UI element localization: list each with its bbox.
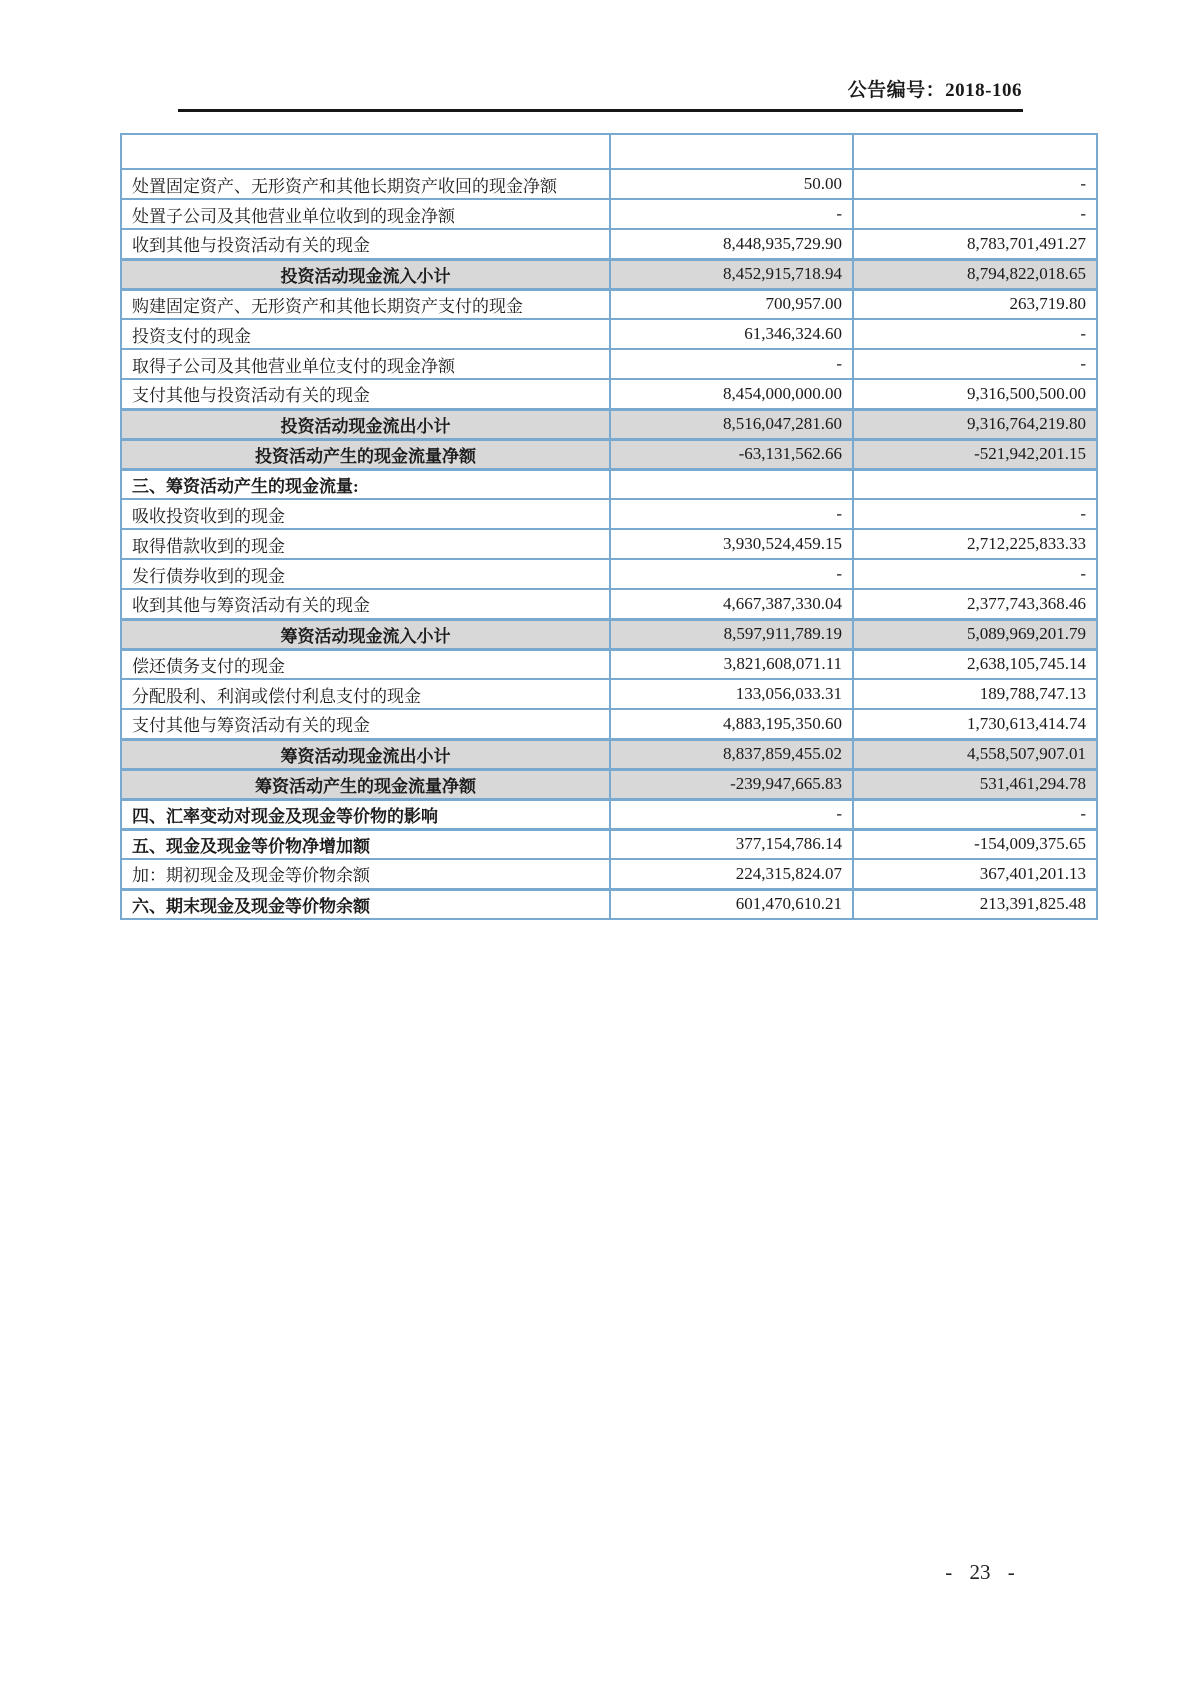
prior-period-value: - [853,499,1097,529]
table-row [121,169,1097,199]
row-label: 投资活动现金流入小计 [121,259,610,289]
row-label: 处置固定资产、无形资产和其他长期资产收回的现金净额 [121,169,610,199]
prior-period-value: - [853,559,1097,589]
table-row [121,589,1097,619]
prior-period-value: 8,783,701,491.27 [853,229,1097,259]
row-label: 发行债券收到的现金 [121,559,610,589]
current-period-value [610,469,853,499]
table-row [121,859,1097,889]
table-row [121,319,1097,349]
table-row [121,349,1097,379]
row-label: 取得借款收到的现金 [121,529,610,559]
prior-period-value [853,134,1097,169]
current-period-value: 8,452,915,718.94 [610,259,853,289]
current-period-value: - [610,799,853,829]
prior-period-value: - [853,799,1097,829]
current-period-value: -63,131,562.66 [610,439,853,469]
current-period-value: 4,667,387,330.04 [610,589,853,619]
current-period-value: 8,597,911,789.19 [610,619,853,649]
row-label: 收到其他与投资活动有关的现金 [121,229,610,259]
table-row [121,739,1097,769]
table-row [121,799,1097,829]
prior-period-value: 263,719.80 [853,289,1097,319]
table-row [121,499,1097,529]
prior-period-value: 5,089,969,201.79 [853,619,1097,649]
current-period-value: 377,154,786.14 [610,829,853,859]
prior-period-value: -154,009,375.65 [853,829,1097,859]
prior-period-value: 2,712,225,833.33 [853,529,1097,559]
row-label: 六、期末现金及现金等价物余额 [121,889,610,919]
table-row [121,709,1097,739]
row-label: 收到其他与筹资活动有关的现金 [121,589,610,619]
prior-period-value: 367,401,201.13 [853,859,1097,889]
current-period-value: - [610,499,853,529]
prior-period-value: 2,638,105,745.14 [853,649,1097,679]
table-row [121,889,1097,919]
table-row [121,619,1097,649]
row-label: 投资活动产生的现金流量净额 [121,439,610,469]
announcement-number: 公告编号：2018-106 [847,80,1022,101]
prior-period-value: -521,942,201.15 [853,439,1097,469]
table-row [121,649,1097,679]
row-label [121,134,610,169]
row-label: 筹资活动现金流入小计 [121,619,610,649]
prior-period-value [853,469,1097,499]
current-period-value: 8,448,935,729.90 [610,229,853,259]
current-period-value: 700,957.00 [610,289,853,319]
prior-period-value: 8,794,822,018.65 [853,259,1097,289]
table-row [121,559,1097,589]
prior-period-value: - [853,319,1097,349]
current-period-value: - [610,349,853,379]
row-label: 偿还债务支付的现金 [121,649,610,679]
current-period-value: 50.00 [610,169,853,199]
prior-period-value: 9,316,764,219.80 [853,409,1097,439]
current-period-value: 8,454,000,000.00 [610,379,853,409]
current-period-value: -239,947,665.83 [610,769,853,799]
current-period-value: 133,056,033.31 [610,679,853,709]
table-row [121,289,1097,319]
table-row [121,134,1097,169]
prior-period-value: - [853,169,1097,199]
current-period-value: - [610,559,853,589]
current-period-value: 8,837,859,455.02 [610,739,853,769]
page-number: - 23 - [945,1560,1015,1584]
prior-period-value: 1,730,613,414.74 [853,709,1097,739]
row-label: 取得子公司及其他营业单位支付的现金净额 [121,349,610,379]
prior-period-value: 531,461,294.78 [853,769,1097,799]
table-row [121,529,1097,559]
prior-period-value: 213,391,825.48 [853,889,1097,919]
current-period-value: 61,346,324.60 [610,319,853,349]
row-label: 投资活动现金流出小计 [121,409,610,439]
cash-flow-table [120,133,1098,920]
row-label: 处置子公司及其他营业单位收到的现金净额 [121,199,610,229]
row-label: 筹资活动产生的现金流量净额 [121,769,610,799]
table-row [121,259,1097,289]
current-period-value: 4,883,195,350.60 [610,709,853,739]
row-label: 分配股利、利润或偿付利息支付的现金 [121,679,610,709]
current-period-value: 601,470,610.21 [610,889,853,919]
prior-period-value: 2,377,743,368.46 [853,589,1097,619]
row-label: 支付其他与投资活动有关的现金 [121,379,610,409]
table-row [121,769,1097,799]
prior-period-value: 4,558,507,907.01 [853,739,1097,769]
row-label: 五、现金及现金等价物净增加额 [121,829,610,859]
prior-period-value: 9,316,500,500.00 [853,379,1097,409]
table-row [121,469,1097,499]
prior-period-value: - [853,349,1097,379]
row-label: 吸收投资收到的现金 [121,499,610,529]
row-label: 四、汇率变动对现金及现金等价物的影响 [121,799,610,829]
table-row [121,679,1097,709]
prior-period-value: 189,788,747.13 [853,679,1097,709]
current-period-value: 3,930,524,459.15 [610,529,853,559]
table-row [121,439,1097,469]
row-label: 三、筹资活动产生的现金流量: [121,469,610,499]
current-period-value: 3,821,608,071.11 [610,649,853,679]
table-row [121,229,1097,259]
table-row [121,379,1097,409]
cash-flow-table-body [121,134,1097,919]
current-period-value: - [610,199,853,229]
row-label: 支付其他与筹资活动有关的现金 [121,709,610,739]
current-period-value [610,134,853,169]
row-label: 加：期初现金及现金等价物余额 [121,859,610,889]
current-period-value: 224,315,824.07 [610,859,853,889]
current-period-value: 8,516,047,281.60 [610,409,853,439]
header-rule [178,109,1023,112]
table-row [121,199,1097,229]
row-label: 购建固定资产、无形资产和其他长期资产支付的现金 [121,289,610,319]
prior-period-value: - [853,199,1097,229]
table-row [121,409,1097,439]
row-label: 投资支付的现金 [121,319,610,349]
row-label: 筹资活动现金流出小计 [121,739,610,769]
table-row [121,829,1097,859]
